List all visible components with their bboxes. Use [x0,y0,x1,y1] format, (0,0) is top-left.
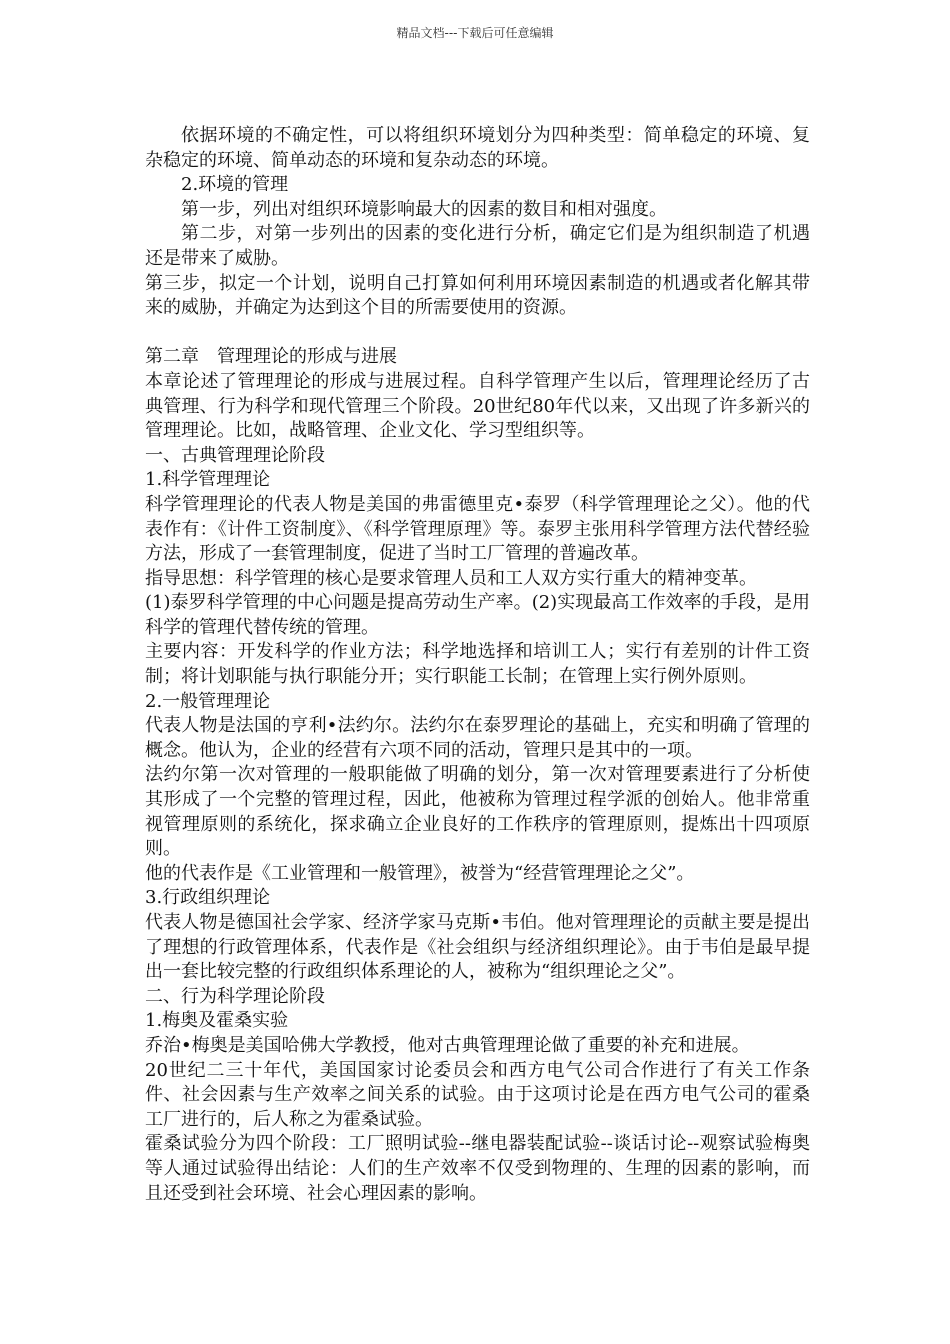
paragraph: 1.科学管理理论 [145,469,271,491]
paragraph: 霍桑试验分为四个阶段：工厂照明试验--继电器装配试验--谈话讨论--观察试验梅奥等人通过试验得出结论：人们的生产效率不仅受到物理的、生理的因素的影响，而且还受到社会环境、社会心理因素的影响。 [145,1133,810,1204]
page-header: 精品文档---下载后可任意编辑 [396,26,554,40]
paragraph: 本章论述了管理理论的形成与进展过程。自科学管理产生以后，管理理论经历了古典管理、行为科学和现代管理三个阶段。20世纪80年代以来，又出现了许多新兴的管理理论。比如，战略管理、企业文化、学习型组织等。 [145,370,810,442]
paragraph: 主要内容：开发科学的作业方法；科学地选择和培训工人；实行有差别的计件工资制；将计划职能与执行职能分开；实行职能工长制；在管理上实行例外原则。 [145,641,810,688]
paragraph: 第二步，对第一步列出的因素的变化进行分析，确定它们是为组织制造了机遇还是带来了威胁。 [145,223,810,269]
paragraph: 3.行政组织理论 [145,887,271,909]
paragraph: 1.梅奥及霍桑实验 [145,1010,289,1032]
paragraph: 代表人物是德国社会学家、经济学家马克斯•韦伯。他对管理理论的贡献主要是提出了理想的行政管理体系，代表作是《社会组织与经济组织理论》。由于韦伯是最早提出一套比较完整的行政组织体系理论的人，被称为“组织理论之父”。 [145,912,810,983]
paragraph: 第二章 管理理论的形成与进展 [145,346,397,368]
paragraph: 法约尔第一次对管理的一般职能做了明确的划分，第一次对管理要素进行了分析使其形成了一个完整的管理过程，因此，他被称为管理过程学派的创始人。他非常重视管理原则的系统化，探求确立企业良好的工作秩序的管理原则，提炼出十四项原则。 [145,764,810,860]
paragraph: 代表人物是法国的亨利•法约尔。法约尔在泰罗理论的基础上，充实和明确了管理的概念。他认为，企业的经营有六项不同的活动，管理只是其中的一项。 [145,715,810,761]
paragraph: 第一步，列出对组织环境影响最大的因素的数目和相对强度。 [181,198,667,220]
paragraph: (1)泰罗科学管理的中心问题是提高劳动生产率。(2)实现最高工作效率的手段，是用科学的管理代替传统的管理。 [145,592,810,638]
paragraph: 2.环境的管理 [181,174,289,196]
paragraph: 依据环境的不确定性，可以将组织环境划分为四种类型：简单稳定的环境、复杂稳定的环境、简单动态的环境和复杂动态的环境。 [145,125,810,171]
paragraph: 二、行为科学理论阶段 [145,985,325,1007]
paragraph: 2.一般管理理论 [145,690,271,712]
paragraph: 指导思想：科学管理的核心是要求管理人员和工人双方实行重大的精神变革。 [145,567,757,589]
paragraph: 一、古典管理理论阶段 [145,444,325,466]
paragraph: 第三步，拟定一个计划，说明自己打算如何利用环境因素制造的机遇或者化解其带来的威胁，并确定为达到这个目的所需要使用的资源。 [145,272,810,319]
blank-line [145,321,810,346]
document-body [145,124,810,1206]
paragraph: 他的代表作是《工业管理和一般管理》，被誉为“经营管理理论之父”。 [145,862,695,884]
paragraph: 科学管理理论的代表人物是美国的弗雷德里克•泰罗（科学管理理论之父）。他的代表作有：《计件工资制度》、《科学管理原理》等。泰罗主张用科学管理方法代替经验方法，形成了一套管理制度，促进了当时工厂管理的普遍改革。 [145,493,810,565]
paragraph: 20世纪二三十年代，美国国家讨论委员会和西方电气公司合作进行了有关工作条件、社会因素与生产效率之间关系的试验。由于这项讨论是在西方电气公司的霍桑工厂进行的，后人称之为霍桑试验。 [145,1059,810,1130]
paragraph: 乔治•梅奥是美国哈佛大学教授，他对古典管理理论做了重要的补充和进展。 [145,1034,750,1056]
